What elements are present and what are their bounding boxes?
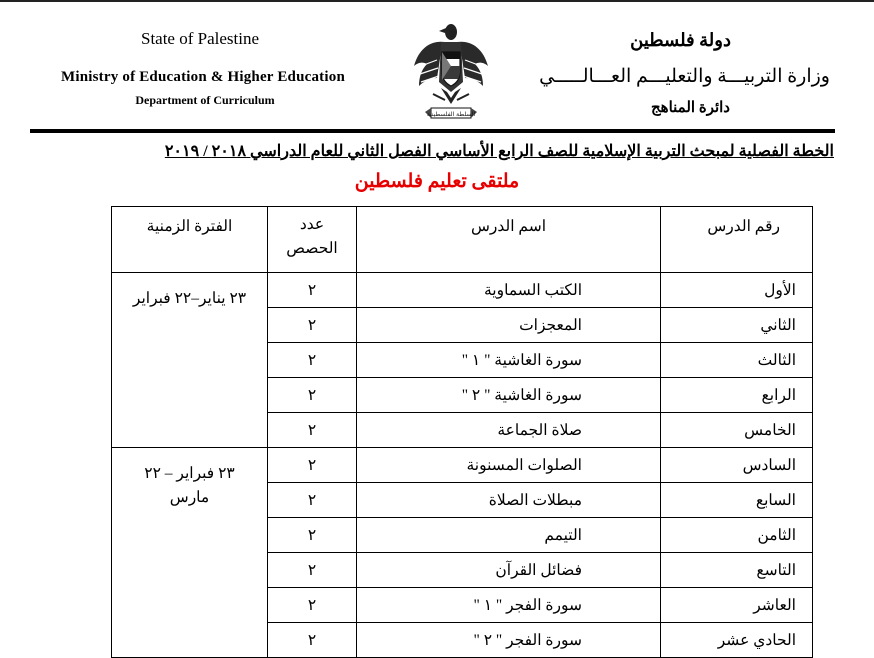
lesson-number-cell: الحادي عشر xyxy=(661,623,813,658)
periods-count-cell: ٢ xyxy=(268,273,357,308)
lesson-number-cell: السابع xyxy=(661,483,813,518)
table-row xyxy=(112,273,813,308)
palestine-eagle-emblem-icon xyxy=(411,22,491,126)
lesson-plan-table xyxy=(111,206,813,658)
lesson-number-cell: الثالث xyxy=(661,343,813,378)
lesson-number-cell: الثامن xyxy=(661,518,813,553)
header-periods-line1: عدد xyxy=(299,216,325,233)
top-border xyxy=(0,0,874,2)
site-title: ملتقى تعليم فلسطين xyxy=(354,171,520,192)
periods-count-cell: ٢ xyxy=(268,378,357,413)
lesson-number-cell: التاسع xyxy=(661,553,813,588)
header-time-frame: الفترة الزمنية xyxy=(112,207,268,273)
periods-count-cell: ٢ xyxy=(268,588,357,623)
header-periods-count xyxy=(268,207,357,273)
arabic-ministry-name: وزارة التربيـــة والتعليـــم العـــالـــــي xyxy=(539,66,830,87)
english-state-name: State of Palestine xyxy=(140,29,260,48)
header-divider xyxy=(30,129,835,133)
english-ministry-name: Ministry of Education & Higher Education xyxy=(61,69,345,85)
lesson-number-cell: الأول xyxy=(661,273,813,308)
arabic-state-name: دولة فلسطين xyxy=(630,30,731,50)
lesson-number-cell: الخامس xyxy=(661,413,813,448)
lesson-name-cell: صلاة الجماعة xyxy=(357,413,661,448)
time-frame-cell xyxy=(112,448,268,658)
lesson-name-cell: سورة الفجر " ٢ " xyxy=(357,623,661,658)
lesson-name-cell: سورة الغاشية " ١ " xyxy=(357,343,661,378)
periods-count-cell: ٢ xyxy=(268,623,357,658)
header-lesson-number: رقم الدرس xyxy=(661,207,813,273)
lesson-name-cell: مبطلات الصلاة xyxy=(357,483,661,518)
lesson-name-cell: المعجزات xyxy=(357,308,661,343)
periods-count-cell: ٢ xyxy=(268,308,357,343)
lesson-name-cell: فضائل القرآن xyxy=(357,553,661,588)
lesson-name-cell: سورة الفجر " ١ " xyxy=(357,588,661,623)
header-periods-line2: الحصص xyxy=(286,240,338,257)
time-frame-line1: ٢٣ يناير–٢٢ فبراير xyxy=(132,290,247,307)
emblem-banner-text: السلطة الفلسطينية xyxy=(426,111,476,118)
time-frame-line1: ٢٣ فبراير – ٢٢ xyxy=(144,465,235,482)
periods-count-cell: ٢ xyxy=(268,413,357,448)
header-lesson-name: اسم الدرس xyxy=(357,207,661,273)
lesson-name-cell: سورة الغاشية " ٢ " xyxy=(357,378,661,413)
lesson-name-cell: الكتب السماوية xyxy=(357,273,661,308)
periods-count-cell: ٢ xyxy=(268,518,357,553)
arabic-department-name: دائرة المناهج xyxy=(650,100,730,116)
periods-count-cell: ٢ xyxy=(268,483,357,518)
plan-title: الخطة الفصلية لمبحث التربية الإسلامية للصف الرابع الأساسي الفصل الثاني للعام الدراسي ٢٠١٨ / ٢٠١٩ xyxy=(164,143,834,160)
lesson-name-cell: التيمم xyxy=(357,518,661,553)
periods-count-cell: ٢ xyxy=(268,448,357,483)
time-frame-cell xyxy=(112,273,268,448)
english-department-name: Department of Curriculum xyxy=(135,93,275,107)
periods-count-cell: ٢ xyxy=(268,343,357,378)
lesson-number-cell: الرابع xyxy=(661,378,813,413)
periods-count-cell: ٢ xyxy=(268,553,357,588)
table-row xyxy=(112,448,813,483)
lesson-name-cell: الصلوات المسنونة xyxy=(357,448,661,483)
lesson-number-cell: العاشر xyxy=(661,588,813,623)
table-header-row xyxy=(112,207,813,273)
time-frame-line2: مارس xyxy=(169,489,210,506)
lesson-number-cell: الثاني xyxy=(661,308,813,343)
lesson-number-cell: السادس xyxy=(661,448,813,483)
